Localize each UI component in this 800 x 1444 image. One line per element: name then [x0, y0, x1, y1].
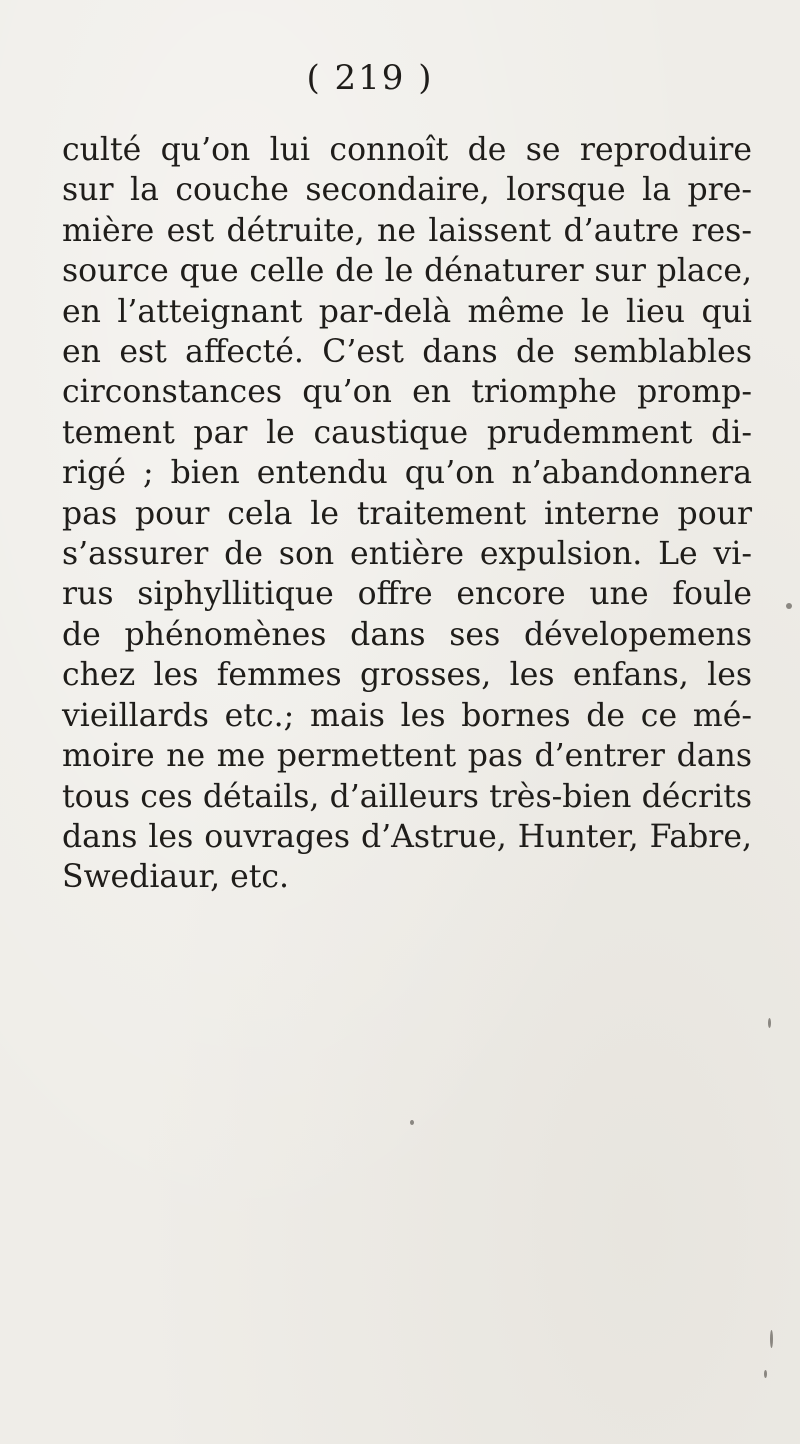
paper-speck	[410, 1120, 414, 1125]
text-line-17: tous ces détails, d’ailleurs très-bien décrits	[62, 778, 752, 815]
text-line-10: pas pour cela le traitement interne pour	[62, 495, 752, 532]
text-line-12: rus siphyllitique offre encore une foule	[62, 576, 752, 613]
paper-speck	[764, 1370, 767, 1378]
text-line-13: de phénomènes dans ses dévelopemens	[62, 616, 752, 653]
text-line-11: s’assurer de son entière expulsion. Le vi-	[62, 536, 752, 573]
paper-speck	[770, 1330, 773, 1348]
text-line-5: en l’atteignant par-delà même le lieu qui	[62, 293, 752, 330]
text-line-7: circonstances qu’on en triomphe promp-	[62, 374, 752, 411]
text-line-1: culté qu’on lui connoît de se reproduire	[62, 132, 752, 168]
text-line-8: tement par le caustique prudemment di-	[62, 414, 752, 451]
text-line-15: vieillards etc.; mais les bornes de ce mé-	[62, 697, 752, 734]
text-line-6: en est affecté. C’est dans de semblables	[62, 334, 752, 371]
text-line-14: chez les femmes grosses, les enfans, les	[62, 657, 752, 694]
page-number: ( 219 )	[306, 58, 434, 98]
text-line-16: moire ne me permettent pas d’entrer dans	[62, 738, 752, 775]
paper-speck	[786, 603, 792, 609]
text-line-18: dans les ouvrages d’Astrue, Hunter, Fabre,	[62, 818, 752, 855]
body-text	[62, 130, 752, 898]
text-line-3: mière est détruite, ne laissent d’autre res-	[62, 212, 752, 249]
paper-speck	[768, 1018, 771, 1028]
text-line-19: Swediaur, etc.	[62, 859, 290, 896]
text-line-9: rigé ; bien entendu qu’on n’abandonnera	[62, 455, 752, 492]
text-line-2: sur la couche secondaire, lorsque la pre-	[62, 172, 752, 209]
text-line-4: source que celle de le dénaturer sur place,	[62, 253, 752, 290]
